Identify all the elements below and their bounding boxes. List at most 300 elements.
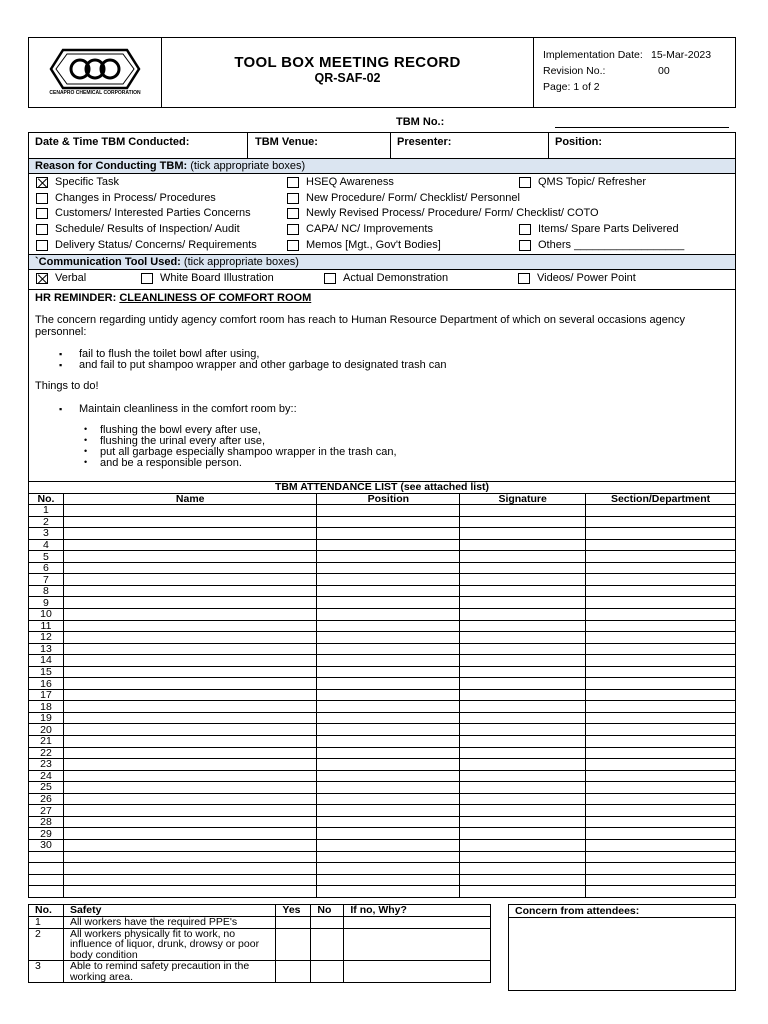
reason-section-header: [28, 158, 736, 174]
table-row: [29, 528, 736, 540]
attendance-cell[interactable]: [460, 643, 586, 655]
attendance-cell[interactable]: [317, 620, 460, 632]
concern-bullet: ▪ and fail to put shampoo wrapper and other garbage to designated trash can: [79, 359, 447, 371]
attendance-cell[interactable]: [460, 562, 586, 574]
table-row: [29, 609, 736, 621]
table-row: [29, 701, 736, 713]
row-number: 13: [29, 643, 64, 655]
attendance-cell[interactable]: [317, 609, 460, 621]
reason-option[interactable]: HSEQ Awareness: [287, 176, 394, 188]
row-number: 20: [29, 724, 64, 736]
checkbox[interactable]: [36, 224, 48, 235]
row-number: 18: [29, 701, 64, 713]
attendance-cell[interactable]: [63, 724, 317, 736]
attendance-cell[interactable]: [317, 863, 460, 875]
table-row: [29, 585, 736, 597]
venue-field[interactable]: TBM Venue:: [255, 136, 318, 148]
checkbox[interactable]: [519, 240, 531, 251]
attendance-cell[interactable]: [460, 528, 586, 540]
row-number: 29: [29, 828, 64, 840]
attendance-cell[interactable]: [586, 666, 736, 678]
attendance-cell[interactable]: [63, 828, 317, 840]
no-cell[interactable]: [311, 961, 344, 983]
table-row: [29, 539, 736, 551]
attendance-cell[interactable]: [63, 574, 317, 586]
action-sub-bullet: • and be a responsible person.: [100, 457, 242, 469]
reason-option[interactable]: New Procedure/ Form/ Checklist/ Personnel: [287, 192, 520, 204]
action-sub-bullet: • flushing the bowl every after use,: [100, 424, 261, 436]
action-sub-bullet: • put all garbage especially shampoo wrapper in the trash can,: [100, 446, 397, 458]
attendance-cell[interactable]: [317, 747, 460, 759]
attendance-cell[interactable]: [586, 816, 736, 828]
attendance-cell[interactable]: [460, 701, 586, 713]
attendance-cell[interactable]: [586, 609, 736, 621]
checkbox[interactable]: [287, 177, 299, 188]
attendance-cell[interactable]: [460, 863, 586, 875]
attendance-cell[interactable]: [317, 678, 460, 690]
attendance-column-header: Signature: [460, 493, 586, 505]
yes-cell[interactable]: [276, 917, 311, 929]
table-row: [29, 839, 736, 851]
attendance-cell[interactable]: [586, 839, 736, 851]
document-code: QR-SAF-02: [314, 71, 381, 85]
attendance-column-header: Position: [317, 493, 460, 505]
communication-option[interactable]: White Board Illustration: [141, 272, 274, 284]
checkbox-checked[interactable]: [36, 273, 48, 284]
safety-number: 3: [29, 961, 64, 983]
document-header: [28, 37, 736, 108]
company-logo: [49, 48, 141, 90]
table-row: [29, 574, 736, 586]
attendance-cell[interactable]: [317, 724, 460, 736]
row-number: 11: [29, 620, 64, 632]
row-number: 19: [29, 712, 64, 724]
attendance-cell[interactable]: [460, 782, 586, 794]
row-number: 28: [29, 816, 64, 828]
attendance-cell[interactable]: [460, 839, 586, 851]
attendance-cell[interactable]: [586, 724, 736, 736]
attendance-cell[interactable]: [586, 712, 736, 724]
table-row: [29, 816, 736, 828]
safety-checklist-table: [28, 904, 491, 983]
table-row: [29, 874, 736, 886]
reason-cell[interactable]: [344, 961, 491, 983]
attendance-cell[interactable]: [586, 770, 736, 782]
row-number: 1: [29, 505, 64, 517]
attendance-cell[interactable]: [317, 505, 460, 517]
table-row: [29, 724, 736, 736]
checkbox[interactable]: [287, 224, 299, 235]
attendance-cell[interactable]: [63, 632, 317, 644]
attendance-cell[interactable]: [63, 793, 317, 805]
attendance-cell[interactable]: [460, 597, 586, 609]
table-row: [29, 516, 736, 528]
attendance-cell[interactable]: [586, 632, 736, 644]
row-number: 14: [29, 655, 64, 667]
reason-cell[interactable]: [344, 928, 491, 961]
safety-item: All workers have the required PPE's: [63, 917, 275, 929]
attendance-cell[interactable]: [586, 689, 736, 701]
reason-cell[interactable]: [344, 917, 491, 929]
attendance-cell[interactable]: [63, 655, 317, 667]
tbm-number-field[interactable]: [555, 127, 729, 128]
attendance-header-row: [29, 493, 736, 505]
table-row: [29, 863, 736, 875]
attendance-cell[interactable]: [63, 689, 317, 701]
reason-option[interactable]: Others __________________: [519, 239, 684, 251]
attendance-cell[interactable]: [63, 562, 317, 574]
attendance-cell[interactable]: [586, 678, 736, 690]
row-number: 7: [29, 574, 64, 586]
attendance-cell[interactable]: [63, 759, 317, 771]
attendance-cell[interactable]: [63, 736, 317, 748]
checkbox[interactable]: [518, 273, 530, 284]
attendance-cell[interactable]: [63, 551, 317, 563]
yes-cell[interactable]: [276, 928, 311, 961]
yes-cell[interactable]: [276, 961, 311, 983]
reason-option[interactable]: Items/ Spare Parts Delivered: [519, 223, 679, 235]
reason-option[interactable]: Changes in Process/ Procedures: [36, 192, 216, 204]
attendance-cell[interactable]: [63, 505, 317, 517]
attendance-cell[interactable]: [317, 759, 460, 771]
attendance-cell[interactable]: [460, 770, 586, 782]
attendance-cell[interactable]: [586, 620, 736, 632]
attendance-cell[interactable]: [317, 736, 460, 748]
attendance-column-header: Name: [63, 493, 317, 505]
attendance-cell[interactable]: [63, 539, 317, 551]
attendance-cell[interactable]: [460, 655, 586, 667]
attendance-cell[interactable]: [317, 643, 460, 655]
reason-title: Reason for Conducting TBM:: [35, 160, 188, 172]
attendance-cell[interactable]: [63, 597, 317, 609]
attendance-cell[interactable]: [63, 805, 317, 817]
row-number: 22: [29, 747, 64, 759]
row-number: 2: [29, 516, 64, 528]
attendance-cell[interactable]: [586, 793, 736, 805]
attendance-cell[interactable]: [460, 874, 586, 886]
reminder-content: [28, 289, 736, 482]
table-row: [29, 643, 736, 655]
attendance-cell[interactable]: [460, 620, 586, 632]
safety-column-header: If no, Why?: [344, 905, 491, 917]
attendance-cell[interactable]: [586, 828, 736, 840]
position-field[interactable]: Position:: [555, 136, 603, 148]
attendance-title: TBM ATTENDANCE LIST (see attached list): [29, 482, 736, 494]
things-to-do: Things to do!: [35, 380, 99, 392]
attendance-cell[interactable]: [317, 816, 460, 828]
date-time-field[interactable]: Date & Time TBM Conducted:: [35, 136, 190, 148]
attendance-column-header: No.: [29, 493, 64, 505]
attendance-cell[interactable]: [317, 689, 460, 701]
checkbox[interactable]: [36, 240, 48, 251]
attendance-cell[interactable]: [586, 551, 736, 563]
tbm-number-label: TBM No.:: [396, 116, 445, 128]
attendance-cell[interactable]: [317, 782, 460, 794]
concern-box[interactable]: [508, 904, 736, 991]
attendance-cell[interactable]: [317, 528, 460, 540]
checkbox[interactable]: [36, 193, 48, 204]
row-number: 24: [29, 770, 64, 782]
presenter-field[interactable]: Presenter:: [397, 136, 452, 148]
attendance-cell[interactable]: [460, 666, 586, 678]
checkbox[interactable]: [519, 224, 531, 235]
attendance-cell[interactable]: [63, 643, 317, 655]
attendance-cell[interactable]: [460, 516, 586, 528]
meeting-info-row: [28, 132, 736, 160]
communication-section-header: [28, 254, 736, 270]
attendance-cell[interactable]: [63, 747, 317, 759]
checkbox[interactable]: [519, 177, 531, 188]
attendance-cell[interactable]: [317, 632, 460, 644]
attendance-cell[interactable]: [317, 770, 460, 782]
revision-label: Revision No.:: [543, 65, 606, 77]
safety-row: [29, 917, 491, 929]
communication-hint: (tick appropriate boxes): [183, 256, 299, 268]
table-row: [29, 505, 736, 517]
reason-option[interactable]: Schedule/ Results of Inspection/ Audit: [36, 223, 240, 235]
row-number: [29, 851, 64, 863]
table-row: [29, 666, 736, 678]
row-number: 12: [29, 632, 64, 644]
row-number: 3: [29, 528, 64, 540]
attendance-cell[interactable]: [63, 609, 317, 621]
attendance-cell[interactable]: [586, 747, 736, 759]
table-row: [29, 632, 736, 644]
attendance-cell[interactable]: [460, 539, 586, 551]
attendance-cell[interactable]: [586, 585, 736, 597]
safety-column-header: Safety: [63, 905, 275, 917]
safety-number: 1: [29, 917, 64, 929]
attendance-cell[interactable]: [317, 666, 460, 678]
row-number: 4: [29, 539, 64, 551]
attendance-cell[interactable]: [460, 689, 586, 701]
row-number: [29, 874, 64, 886]
checkbox[interactable]: [36, 208, 48, 219]
attendance-cell[interactable]: [460, 551, 586, 563]
row-number: 15: [29, 666, 64, 678]
attendance-cell[interactable]: [586, 505, 736, 517]
row-number: 9: [29, 597, 64, 609]
table-row: [29, 551, 736, 563]
row-number: 21: [29, 736, 64, 748]
attendance-cell[interactable]: [317, 655, 460, 667]
revision-value: 00: [658, 65, 670, 77]
reminder-heading: HR REMINDER: CLEANLINESS OF COMFORT ROOM: [35, 292, 312, 304]
table-row: [29, 759, 736, 771]
communication-option[interactable]: Actual Demonstration: [324, 272, 448, 284]
attendance-cell[interactable]: [586, 597, 736, 609]
attendance-cell[interactable]: [460, 712, 586, 724]
attendance-cell[interactable]: [586, 863, 736, 875]
reminder-paragraph: The concern regarding untidy agency comfort room has reach to Human Resource Department of which on several occasions agency personnel:: [35, 314, 685, 338]
attendance-cell[interactable]: [317, 574, 460, 586]
attendance-cell[interactable]: [317, 828, 460, 840]
attendance-cell[interactable]: [586, 528, 736, 540]
row-number: 10: [29, 609, 64, 621]
attendance-cell[interactable]: [63, 839, 317, 851]
attendance-cell[interactable]: [586, 886, 736, 898]
company-logo-cell: [29, 38, 162, 107]
row-number: 23: [29, 759, 64, 771]
attendance-cell[interactable]: [460, 851, 586, 863]
attendance-cell[interactable]: [63, 874, 317, 886]
row-number: 6: [29, 562, 64, 574]
attendance-cell[interactable]: [63, 678, 317, 690]
attendance-cell[interactable]: [586, 655, 736, 667]
attendance-cell[interactable]: [317, 562, 460, 574]
attendance-cell[interactable]: [63, 620, 317, 632]
attendance-cell[interactable]: [586, 701, 736, 713]
attendance-cell[interactable]: [317, 539, 460, 551]
attendance-cell[interactable]: [586, 736, 736, 748]
attendance-cell[interactable]: [63, 712, 317, 724]
row-number: 25: [29, 782, 64, 794]
attendance-cell[interactable]: [586, 562, 736, 574]
reason-option[interactable]: QMS Topic/ Refresher: [519, 176, 646, 188]
document-control-info: [534, 38, 735, 107]
no-cell[interactable]: [311, 917, 344, 929]
attendance-table: [28, 481, 736, 898]
attendance-cell[interactable]: [317, 839, 460, 851]
attendance-cell[interactable]: [460, 574, 586, 586]
table-row: [29, 828, 736, 840]
attendance-cell[interactable]: [586, 516, 736, 528]
communication-options: [28, 269, 736, 290]
attendance-cell[interactable]: [460, 793, 586, 805]
checkbox[interactable]: [287, 208, 299, 219]
communication-option[interactable]: Videos/ Power Point: [518, 272, 636, 284]
attendance-cell[interactable]: [63, 816, 317, 828]
attendance-cell[interactable]: [317, 551, 460, 563]
checkbox[interactable]: [287, 240, 299, 251]
safety-column-header: No: [311, 905, 344, 917]
reason-option[interactable]: Specific Task: [36, 176, 119, 188]
table-row: [29, 736, 736, 748]
safety-row: [29, 928, 491, 961]
attendance-cell[interactable]: [586, 574, 736, 586]
attendance-cell[interactable]: [63, 585, 317, 597]
attendance-cell[interactable]: [63, 528, 317, 540]
reason-hint: (tick appropriate boxes): [190, 160, 306, 172]
row-number: [29, 863, 64, 875]
attendance-cell[interactable]: [317, 874, 460, 886]
table-row: [29, 793, 736, 805]
attendance-cell[interactable]: [63, 886, 317, 898]
attendance-cell[interactable]: [460, 805, 586, 817]
attendance-cell[interactable]: [317, 851, 460, 863]
reason-option[interactable]: Customers/ Interested Parties Concerns: [36, 207, 251, 219]
table-row: [29, 770, 736, 782]
checkbox[interactable]: [141, 273, 153, 284]
attendance-cell[interactable]: [460, 736, 586, 748]
attendance-cell[interactable]: [586, 851, 736, 863]
row-number: 8: [29, 585, 64, 597]
attendance-cell[interactable]: [460, 724, 586, 736]
attendance-cell[interactable]: [586, 782, 736, 794]
reason-option[interactable]: Memos [Mgt., Gov't Bodies]: [287, 239, 441, 251]
row-number: 26: [29, 793, 64, 805]
table-row: [29, 712, 736, 724]
attendance-cell[interactable]: [460, 828, 586, 840]
attendance-cell[interactable]: [460, 585, 586, 597]
table-row: [29, 678, 736, 690]
safety-item: Able to remind safety precaution in the working area.: [63, 961, 275, 983]
attendance-cell[interactable]: [317, 712, 460, 724]
action-bullet: ▪ Maintain cleanliness in the comfort room by::: [79, 403, 297, 415]
communication-option[interactable]: Verbal: [36, 272, 86, 284]
no-cell[interactable]: [311, 928, 344, 961]
attendance-cell[interactable]: [63, 516, 317, 528]
attendance-cell[interactable]: [63, 851, 317, 863]
reason-option[interactable]: Delivery Status/ Concerns/ Requirements: [36, 239, 257, 251]
table-row: [29, 886, 736, 898]
attendance-cell[interactable]: [460, 886, 586, 898]
safety-column-header: No.: [29, 905, 64, 917]
attendance-cell[interactable]: [460, 747, 586, 759]
company-name: CENAPRO CHEMICAL CORPORATION: [49, 90, 141, 96]
checkbox-checked[interactable]: [36, 177, 48, 188]
reason-options: [28, 173, 736, 255]
table-row: [29, 597, 736, 609]
attendance-cell[interactable]: [460, 759, 586, 771]
attendance-cell[interactable]: [317, 793, 460, 805]
safety-number: 2: [29, 928, 64, 961]
checkbox[interactable]: [324, 273, 336, 284]
attendance-cell[interactable]: [63, 666, 317, 678]
row-number: 27: [29, 805, 64, 817]
row-number: 30: [29, 839, 64, 851]
implementation-date-value: 15-Mar-2023: [651, 49, 712, 61]
reason-option[interactable]: CAPA/ NC/ Improvements: [287, 223, 433, 235]
reason-option[interactable]: Newly Revised Process/ Procedure/ Form/ Checklist/ COTO: [287, 207, 599, 219]
attendance-cell[interactable]: [63, 782, 317, 794]
implementation-date-label: Implementation Date:: [543, 49, 643, 61]
attendance-cell[interactable]: [63, 701, 317, 713]
attendance-cell[interactable]: [586, 874, 736, 886]
attendance-cell[interactable]: [317, 701, 460, 713]
attendance-cell[interactable]: [586, 759, 736, 771]
attendance-cell[interactable]: [460, 816, 586, 828]
safety-item: All workers physically fit to work, no influence of liquor, drunk, drowsy or poor body condition: [63, 928, 275, 961]
checkbox[interactable]: [287, 193, 299, 204]
safety-header-row: [29, 905, 491, 917]
attendance-cell[interactable]: [317, 805, 460, 817]
table-row: [29, 689, 736, 701]
attendance-cell[interactable]: [317, 585, 460, 597]
table-row: [29, 782, 736, 794]
attendance-cell[interactable]: [63, 770, 317, 782]
attendance-cell[interactable]: [317, 516, 460, 528]
safety-row: [29, 961, 491, 983]
attendance-cell[interactable]: [317, 597, 460, 609]
attendance-cell[interactable]: [460, 632, 586, 644]
row-number: 16: [29, 678, 64, 690]
attendance-cell[interactable]: [586, 539, 736, 551]
table-row: [29, 655, 736, 667]
attendance-cell[interactable]: [63, 863, 317, 875]
attendance-cell[interactable]: [586, 643, 736, 655]
row-number: 17: [29, 689, 64, 701]
attendance-cell[interactable]: [460, 678, 586, 690]
table-row: [29, 620, 736, 632]
attendance-cell[interactable]: [460, 505, 586, 517]
attendance-cell[interactable]: [317, 886, 460, 898]
table-row: [29, 851, 736, 863]
table-row: [29, 562, 736, 574]
attendance-cell[interactable]: [586, 805, 736, 817]
communication-title: `Communication Tool Used:: [35, 256, 181, 268]
attendance-cell[interactable]: [460, 609, 586, 621]
